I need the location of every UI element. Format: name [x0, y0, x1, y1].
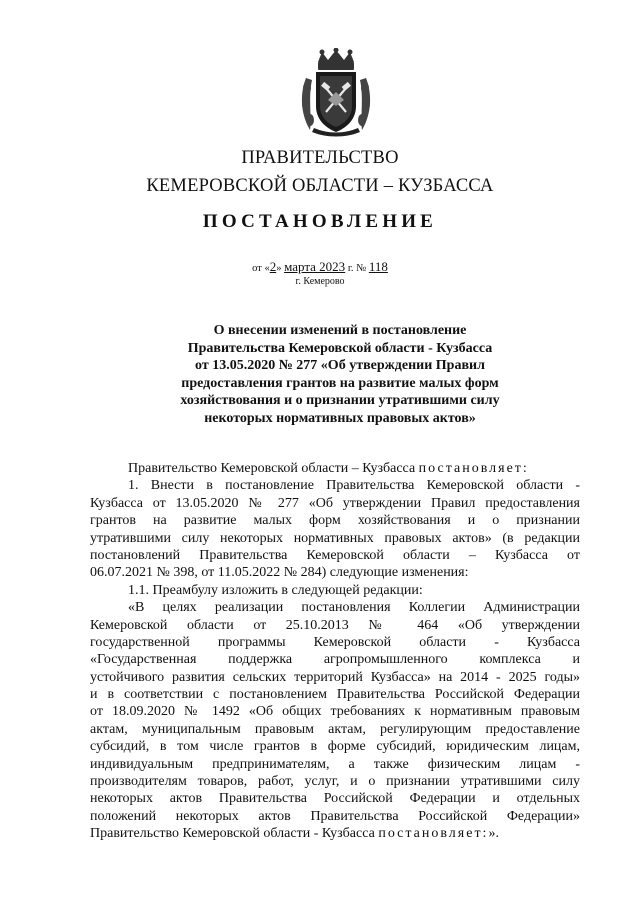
body-line-text: устойчивого развития сельских территорий Кузбасса» на 2014 - 2025 годы» [90, 669, 580, 685]
body-line [90, 495, 580, 512]
body-line [90, 738, 580, 755]
body-line-spaced-verb: постановляет: [418, 461, 529, 476]
body-line [90, 825, 580, 842]
body-line [90, 669, 580, 686]
body-line-tail: ». [488, 826, 499, 842]
body-line [90, 790, 580, 807]
body-line-text: индивидуальным предпринимателям, а также физическим лицам - [90, 756, 580, 772]
body-line [90, 547, 580, 564]
number-label: № [356, 263, 367, 274]
body-line [90, 686, 580, 703]
body-line-text: некоторых актов Правительства Российской Федерации и отдельных [90, 791, 580, 807]
body-line [90, 773, 580, 790]
decree-day: 2 [269, 259, 277, 274]
body-line [90, 721, 580, 738]
body-line-text: 1. Внести в постановление Правительства Кемеровской области - [128, 478, 580, 494]
body-line-text: Кузбасса от 13.05.2020 № 277 «Об утверждении Правил предоставления [90, 495, 580, 511]
subject-line: О внесении изменений в постановление [213, 323, 467, 338]
body-line-text: государственной программы Кемеровской области - Кузбасса [90, 634, 580, 650]
body-line-text: актам, муниципальным правовым актам, регулирующим предоставление [90, 721, 580, 737]
body-line [90, 756, 580, 773]
body-line [90, 530, 580, 547]
body-line-text: утратившими силу некоторых нормативных правовых актов» (в редакции [90, 530, 580, 546]
body-line-text: 1.1. Преамбулу изложить в следующей редакции: [128, 582, 423, 598]
body-line [90, 634, 580, 651]
decree-city: г. Кемерово [295, 276, 345, 287]
body-line-text: субсидий, в том числе грантов в форме субсидий, юридическим лицам, [90, 739, 580, 755]
body-line [90, 477, 580, 494]
body-line-text: Кемеровской области от 25.10.2013 № 464 «Об утверждении [90, 617, 580, 633]
body-line [90, 460, 580, 477]
body-line-text: 06.07.2021 № 398, от 11.05.2022 № 284) следующие изменения: [90, 565, 469, 581]
body-line [90, 582, 580, 599]
government-title-line2: КЕМЕРОВСКОЙ ОБЛАСТИ – КУЗБАССА [146, 176, 494, 196]
document-type-title: ПОСТАНОВЛЕНИЕ [202, 211, 438, 232]
body-line-text: и в соответствии с постановлением Правительства Российской Федерации [90, 687, 580, 703]
body-line-text: «В целях реализации постановления Коллегии Администрации [128, 600, 580, 616]
body-line-text: постановлений Правительства Кемеровской области – Кузбасса от [90, 547, 580, 563]
body-line-text: положений некоторых актов Правительства Российской Федерации» [90, 808, 580, 824]
body-line-text: Правительство Кемеровской области - Кузбасса [90, 826, 379, 842]
date-close-quote: » [276, 263, 282, 274]
body-line-spaced-verb: постановляет: [378, 826, 489, 842]
body-line [90, 617, 580, 634]
body-line [90, 651, 580, 668]
subject-line: предоставления грантов на развитие малых форм [181, 375, 499, 391]
decree-number: 118 [368, 259, 388, 274]
body-line-text: «Государственная поддержка агропромышленного комплекса и [90, 652, 580, 668]
body-line [90, 564, 580, 581]
date-from-label: от « [252, 263, 270, 274]
government-title-line1: ПРАВИТЕЛЬСТВО [241, 148, 399, 168]
decree-dateline [0, 259, 640, 275]
body-line [90, 808, 580, 825]
body-line-text: Правительство Кемеровской области – Кузбасса [128, 461, 419, 476]
body-line-text: производителям товаров, работ, услуг, и о признании утратившими силу [90, 774, 580, 790]
subject-line: некоторых нормативных правовых актов» [204, 410, 476, 426]
body-line-text: от 18.09.2020 № 1492 «Об общих требованиях к нормативным правовым [90, 704, 580, 720]
body-line [90, 512, 580, 529]
decree-month-year: марта 2023 [284, 259, 346, 274]
decree-body [90, 460, 580, 843]
year-suffix: г. [347, 263, 354, 274]
body-line [90, 599, 580, 616]
body-line-text: грантов на развитие малых форм хозяйствования и о признании [90, 513, 580, 529]
decree-subject [120, 322, 560, 428]
subject-line: от 13.05.2020 № 277 «Об утверждении Правил [195, 358, 485, 374]
coat-of-arms-icon [298, 48, 374, 140]
subject-line: Правительства Кемеровской области - Кузбасса [187, 340, 493, 356]
subject-line: хозяйствования и о признании утратившими силу [180, 393, 500, 409]
body-line [90, 703, 580, 720]
